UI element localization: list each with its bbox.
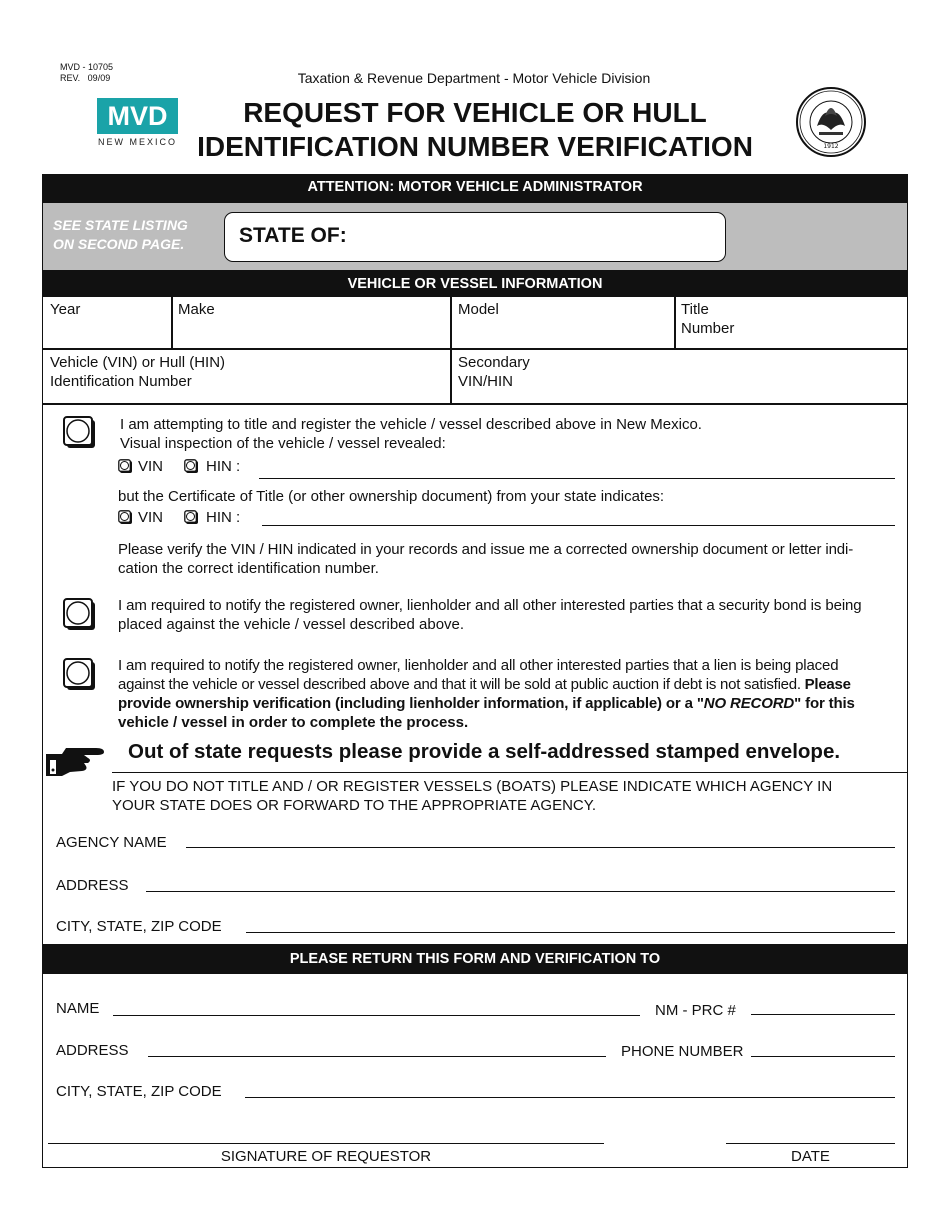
phone-number-input[interactable] <box>751 1056 895 1057</box>
title-number-label: Number <box>681 320 735 337</box>
title-number-field[interactable] <box>681 300 734 338</box>
department-name: Taxation & Revenue Department - Motor Vehicle Division <box>297 70 651 86</box>
agency-note-line: YOUR STATE DOES OR FORWARD TO THE APPROPRIATE AGENCY. <box>112 797 596 814</box>
return-address-label: ADDRESS <box>56 1042 129 1059</box>
secondary-vin-field[interactable] <box>458 353 530 391</box>
vehicle-section-header: VEHICLE OR VESSEL INFORMATION <box>42 270 908 297</box>
mvd-logo <box>97 98 178 147</box>
agency-name-input[interactable] <box>186 847 895 848</box>
date-label: DATE <box>791 1148 830 1165</box>
logo-subtext: NEW MEXICO <box>97 137 177 147</box>
title-number-label: Title <box>681 301 709 318</box>
option-3-line <box>118 675 896 694</box>
grid-divider <box>450 297 452 404</box>
vin-label-1: VIN <box>138 458 164 475</box>
seal-year: 1912 <box>823 143 839 150</box>
state-seal-icon <box>795 86 867 158</box>
verify-line: Please verify the VIN / HIN indicated in your records and issue me a corrected ownership document or letter indi- <box>118 541 854 558</box>
hin-input-line-1[interactable] <box>259 478 895 479</box>
pointing-hand-icon <box>44 746 110 778</box>
secondary-vin-label: VIN/HIN <box>458 373 514 390</box>
nm-prc-label: NM - PRC # <box>655 1002 736 1019</box>
hin-label-1: HIN : <box>206 458 241 475</box>
return-address-input[interactable] <box>148 1056 606 1057</box>
option-2-text <box>118 596 896 634</box>
form-number: MVD - 10705 <box>60 62 114 72</box>
return-name-label: NAME <box>56 1000 100 1017</box>
attention-bar: ATTENTION: MOTOR VEHICLE ADMINISTRATOR <box>42 174 908 203</box>
nm-prc-input[interactable] <box>751 1014 895 1015</box>
return-section-header: PLEASE RETURN THIS FORM AND VERIFICATION TO <box>42 944 908 974</box>
grid-divider <box>42 348 908 350</box>
grid-divider <box>42 403 908 405</box>
verify-line: cation the correct identification number. <box>118 560 379 577</box>
option-3-text-part: " for this <box>794 695 855 712</box>
hin-input-line-2[interactable] <box>262 525 895 526</box>
option-3-text-part: against the vehicle or vessel described above and that it will be sold at public auction if debt is not satisfied. <box>118 676 801 693</box>
no-record-text: NO RECORD <box>703 695 795 712</box>
verify-text <box>118 540 896 578</box>
vin-checkbox-2[interactable] <box>118 510 133 525</box>
option-3-text-part: provide ownership verification (including lienholder information, if applicable) or a " <box>118 695 704 712</box>
certificate-text: but the Certificate of Title (or other ownership document) from your state indicates: <box>118 488 665 505</box>
agency-city-input[interactable] <box>246 932 895 933</box>
notice-underline <box>112 772 908 773</box>
signature-line[interactable] <box>48 1143 604 1144</box>
title-line-1: REQUEST FOR VEHICLE OR HULL <box>243 97 707 128</box>
option-3-line <box>118 694 896 713</box>
hin-checkbox-1[interactable] <box>184 459 199 474</box>
grid-divider <box>674 297 676 349</box>
return-city-input[interactable] <box>245 1097 895 1098</box>
year-field[interactable]: Year <box>50 301 81 318</box>
vin-label: Identification Number <box>50 373 192 390</box>
hin-label-2: HIN : <box>206 509 241 526</box>
make-field[interactable]: Make <box>178 301 215 318</box>
option-2-checkbox[interactable] <box>63 598 97 632</box>
option-1-checkbox[interactable] <box>63 416 97 450</box>
option-1-text <box>120 415 702 453</box>
return-name-input[interactable] <box>113 1015 640 1016</box>
option-2-line: I am required to notify the registered owner, lienholder and all other interested parties that a security bond is being <box>118 597 862 614</box>
return-city-label: CITY, STATE, ZIP CODE <box>56 1083 222 1100</box>
agency-address-input[interactable] <box>146 891 895 892</box>
option-3-text-bold: Please <box>804 676 851 693</box>
form-title <box>180 96 770 164</box>
vin-label-2: VIN <box>138 509 164 526</box>
form-revision: REV. 09/09 <box>60 73 111 83</box>
agency-note-line: IF YOU DO NOT TITLE AND / OR REGISTER VESSELS (BOATS) PLEASE INDICATE WHICH AGENCY IN <box>112 778 833 795</box>
option-1-line: I am attempting to title and register the vehicle / vessel described above in New Mexico. <box>120 416 702 433</box>
see-listing-line-2: ON SECOND PAGE. <box>53 236 185 252</box>
phone-number-label: PHONE NUMBER <box>621 1043 744 1060</box>
option-2-line: placed against the vehicle / vessel described above. <box>118 616 465 633</box>
option-3-checkbox[interactable] <box>63 658 97 692</box>
see-state-listing <box>53 216 188 254</box>
option-1-line: Visual inspection of the vehicle / vessel revealed: <box>120 435 446 452</box>
envelope-notice: Out of state requests please provide a self-addressed stamped envelope. <box>128 740 841 763</box>
hin-checkbox-2[interactable] <box>184 510 199 525</box>
grid-divider <box>171 297 173 349</box>
agency-address-label: ADDRESS <box>56 877 129 894</box>
signature-label: SIGNATURE OF REQUESTOR <box>220 1148 432 1165</box>
state-of-label: STATE OF: <box>239 224 347 247</box>
state-of-field[interactable] <box>224 212 726 262</box>
vin-label: Vehicle (VIN) or Hull (HIN) <box>50 354 226 371</box>
title-line-2: IDENTIFICATION NUMBER VERIFICATION <box>197 131 753 162</box>
see-listing-line-1: SEE STATE LISTING <box>53 217 188 233</box>
logo-text: MVD <box>97 98 178 134</box>
model-field[interactable]: Model <box>458 301 499 318</box>
agency-city-label: CITY, STATE, ZIP CODE <box>56 918 222 935</box>
secondary-vin-label: Secondary <box>458 354 530 371</box>
option-3-line: vehicle / vessel in order to complete the process. <box>118 714 469 731</box>
vin-checkbox-1[interactable] <box>118 459 133 474</box>
date-line[interactable] <box>726 1143 895 1144</box>
option-3-text <box>118 656 896 732</box>
agency-note <box>112 777 832 815</box>
agency-name-label: AGENCY NAME <box>56 834 167 851</box>
option-3-line: I am required to notify the registered owner, lienholder and all other interested parties that a lien is being placed <box>118 657 839 674</box>
vin-field[interactable] <box>50 353 225 391</box>
